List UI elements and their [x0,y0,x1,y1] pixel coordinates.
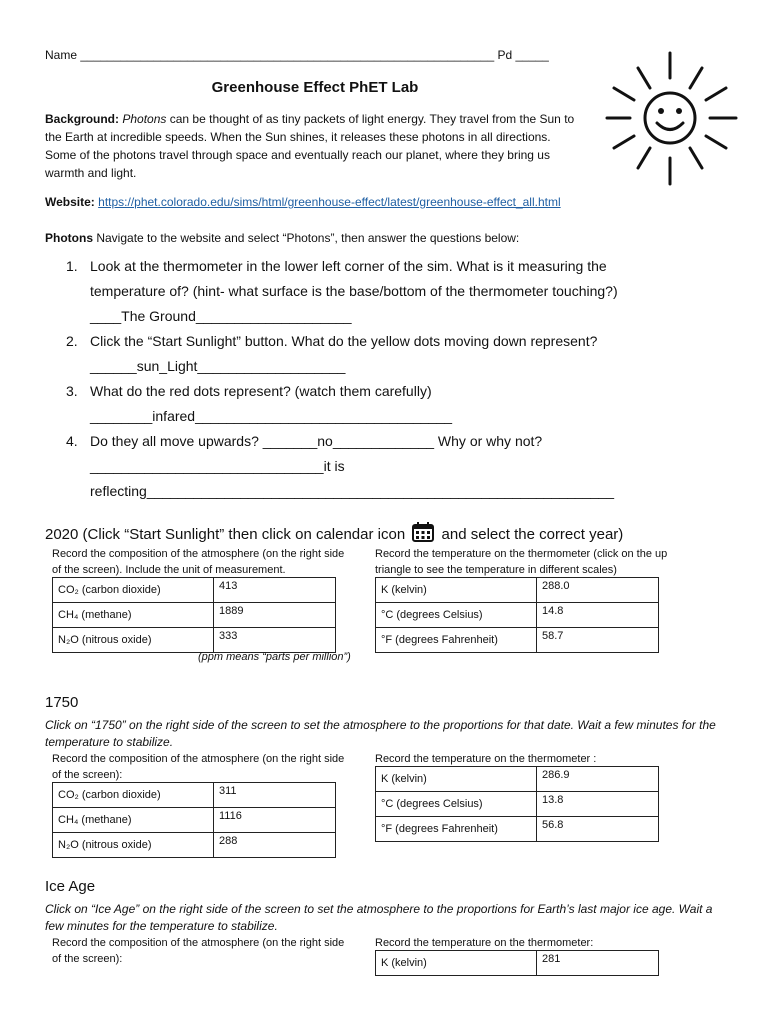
temp-value[interactable]: 286.9 [537,767,659,792]
background-text: can be thought of as tiny packets of light energy. They travel from the Sun to the Earth at incredible speeds. When the Sun shines, it releases these photons in all directions. Some of the photons travel through space and eventually reach our planet, where they bring us warmth and light. [45,112,575,180]
background-paragraph [45,110,585,182]
question-text: What do the red dots represent? (watch them carefully) [90,383,432,399]
temp-value[interactable]: 14.8 [537,603,659,628]
section-2020-temp-table [375,577,659,653]
section-2020-right-caption: Record the temperature on the thermometer (click on the up triangle to see the temperature in different scales) [375,548,668,576]
section-2020-heading-after: and select the correct year) [441,526,624,543]
temp-label: °C (degrees Celsius) [376,603,537,628]
gas-label: CH₄ (methane) [53,808,214,833]
question-1-line2: temperature of? (hint- what surface is the base/bottom of the thermometer touching?) [90,283,618,299]
table-row [376,817,659,842]
table-row [376,603,659,628]
table-row [53,603,336,628]
gas-value[interactable]: 1116 [214,808,336,833]
website-row [45,193,561,211]
table-row [53,783,336,808]
gas-label: N₂O (nitrous oxide) [53,628,214,653]
question-text: Do they all move upwards? _______no_____________ Why or why not? [90,433,543,449]
question-3 [66,379,746,404]
gas-value[interactable]: 288 [214,833,336,858]
gas-label: N₂O (nitrous oxide) [53,833,214,858]
question-number: 4. [66,433,78,449]
temp-label: °F (degrees Fahrenheit) [376,817,537,842]
gas-value[interactable]: 311 [214,783,336,808]
table-row [376,792,659,817]
section-ice-age-instruction: Click on “Ice Age” on the right side of the screen to set the atmosphere to the proportions for Earth’s last major ice age. Wait a few minutes for the temperature to stabilize. [45,902,713,933]
sun-icon [602,48,742,190]
question-1-answer[interactable]: ____The Ground____________________ [90,308,352,324]
photons-instruction [45,229,519,247]
temp-value[interactable]: 281 [537,951,659,976]
section-1750-instruction: Click on “1750” on the right side of the screen to set the atmosphere to the proportions for that date. Wait a few minutes for the temperature to stabilize. [45,718,716,749]
section-1750-left-caption: Record the composition of the atmosphere (on the right side of the screen): [52,753,345,781]
section-1750-right-caption: Record the temperature on the thermometer : [375,753,597,765]
gas-value[interactable]: 1889 [214,603,336,628]
gas-label: CO₂ (carbon dioxide) [53,578,214,603]
section-1750-gas-table [52,782,336,858]
table-row [53,833,336,858]
gas-value[interactable]: 333 [214,628,336,653]
question-text: Click the “Start Sunlight” button. What do the yellow dots moving down represent? [90,333,598,349]
gas-label: CO₂ (carbon dioxide) [53,783,214,808]
section-2020-left-caption: Record the composition of the atmosphere (on the right side of the screen). Include the unit of measurement. [52,548,345,576]
table-row [376,578,659,603]
section-ice-age-left-caption: Record the composition of the atmosphere (on the right side of the screen): [52,937,345,965]
table-row [376,628,659,653]
section-1750-heading: 1750 [45,694,79,711]
question-4-answer[interactable]: ______________________________it is [90,458,345,474]
website-label: Website: [45,195,95,209]
question-1 [66,254,746,279]
temp-value[interactable]: 13.8 [537,792,659,817]
section-2020-heading [45,522,623,543]
question-number: 1. [66,258,78,274]
page-title: Greenhouse Effect PhET Lab [211,79,419,96]
temp-value[interactable]: 58.7 [537,628,659,653]
temp-value[interactable]: 288.0 [537,578,659,603]
name-period-line: Name ______________________________________________________________ Pd _____ [45,48,549,62]
section-1750-temp-table [375,766,659,842]
temp-label: K (kelvin) [376,578,537,603]
temp-label: K (kelvin) [376,767,537,792]
question-number: 2. [66,333,78,349]
question-2 [66,329,746,354]
calendar-icon[interactable] [412,522,434,542]
photons-instruction-text: Navigate to the website and select “Photons”, then answer the questions below: [93,231,520,245]
gas-label: CH₄ (methane) [53,603,214,628]
section-2020-heading-before: 2020 (Click “Start Sunlight” then click on calendar icon [45,526,406,543]
temp-label: K (kelvin) [376,951,537,976]
website-link[interactable]: https://phet.colorado.edu/sims/html/greenhouse-effect/latest/greenhouse-effect_all.html [98,195,561,209]
question-2-answer[interactable]: ______sun_Light___________________ [90,358,346,374]
temp-label: °F (degrees Fahrenheit) [376,628,537,653]
table-row [376,951,659,976]
table-row [376,767,659,792]
ppm-note: (ppm means “parts per million”) [198,651,351,663]
section-ice-age-heading: Ice Age [45,878,96,895]
temp-value[interactable]: 56.8 [537,817,659,842]
question-text: Look at the thermometer in the lower left corner of the sim. What is it measuring the [90,258,607,274]
background-label: Background: [45,112,120,126]
temp-label: °C (degrees Celsius) [376,792,537,817]
background-lead-word: Photons [122,112,167,126]
section-ice-age-temp-table [375,950,659,976]
question-4-answer-2[interactable]: reflecting____________________________________________________________ [90,483,614,499]
photons-label: Photons [45,231,93,245]
question-4 [66,429,746,454]
table-row [53,808,336,833]
question-3-answer[interactable]: ________infared_________________________________ [90,408,453,424]
section-ice-age-right-caption: Record the temperature on the thermometer: [375,937,594,949]
question-number: 3. [66,383,78,399]
section-2020-gas-table [52,577,336,653]
table-row [53,578,336,603]
gas-value[interactable]: 413 [214,578,336,603]
question-list [66,254,746,504]
